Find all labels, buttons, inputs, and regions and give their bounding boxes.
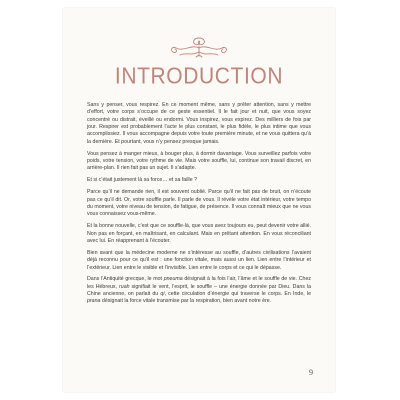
paragraph: Vous pensez à manger mieux, à bouger plus, à dormir davantage. Vous surveillez parfois votre poids, votre tension, votre rythme de vie. Mais votre souffle, lui, continue son travail discret, en arrière-plan. Il rien fait pas un sujet. Il s’adapte.: [87, 150, 311, 172]
paragraph: Sans y penser, vous respirez. En ce moment même, sans y prêter attention, sans y mettre d’effort, votre corps s’occupe de ce geste essentiel. Il le fait jour et nuit, que vous soyez concentré ou distrait, éveillé ou endormi. Vous inspirez, vous expirez. Des milliers de fois par jour. Respirer est probablement l’acte le plus constant, le plus fidèle, le plus intime que vous accomplissiez. Il vous accompagne depuis votre toute première minute, et ne vous quittera qu’à la dernière. Et pourtant, vous n’y pensez presque jamais.: [87, 102, 311, 145]
paragraph-text: , cette circulation d’énergie qui traverse le corps. En Inde, le: [164, 291, 311, 298]
body-text: [87, 102, 311, 310]
paragraph: Et la bonne nouvelle, c’est que ce souffle-là, que vous avez toujours eu, peut devenir votre allié. Non pas en forçant, en maîtrisant, en calculant. Mais en prêtant attention. En vous réconciliant avec lui. En réapprenant à l’écouter.: [87, 223, 311, 244]
book-page: [63, 8, 335, 392]
italic-term: pneuma: [163, 276, 183, 283]
paragraph-text: signifiait le vent, l’esprit, le souffle – une énergie donnée par Dieu. Dans la Chine ancienne, on parlait du: [87, 283, 312, 298]
paragraph-text: désignait à la fois l’air, l’âme et le souffle de vie. Chez les Hébreux,: [87, 276, 311, 290]
italic-term: ruah: [119, 283, 130, 290]
page-number: 9: [309, 368, 313, 377]
italic-term: prana: [87, 298, 101, 305]
paragraph: Parce qu’il ne demande rien, il est souvent oublié. Parce qu’il ne fait pas de bruit, on n’écoute pas ce qu’il dit. Or, votre souffle parle. Il parle de vous. Il révèle votre état intérieur, votre tempo du moment, votre niveau de tension, de fatigue, de présence. Il vous connaît mieux que ne vous vous connaissez vous-même.: [87, 189, 311, 218]
paragraph: [87, 276, 311, 305]
page-title: INTRODUCTION: [114, 64, 284, 89]
paragraph-text: désignait la force vitale transmise par la respiration, bien avant notre ère.: [100, 298, 272, 305]
flourish-ornament-icon: [166, 34, 232, 60]
paragraph-text: Dans l’Antiquité grecque, le mot: [87, 276, 164, 283]
italic-term: qi: [160, 291, 165, 298]
paragraph: Bien avant que la médecine moderne ne s’intéresse au souffle, d’autres civilisations l’avaient déjà reconnu pour ce qu’il est : une fonction vitale, mais aussi un lien. Lien entre l’intérieur et l’extérieur. Lien entre le visible et l’invisible. Lien entre le corps et ce qui le dépasse.: [87, 249, 311, 271]
paragraph: Et si c’était justement là sa force… et sa faille ?: [87, 177, 198, 184]
